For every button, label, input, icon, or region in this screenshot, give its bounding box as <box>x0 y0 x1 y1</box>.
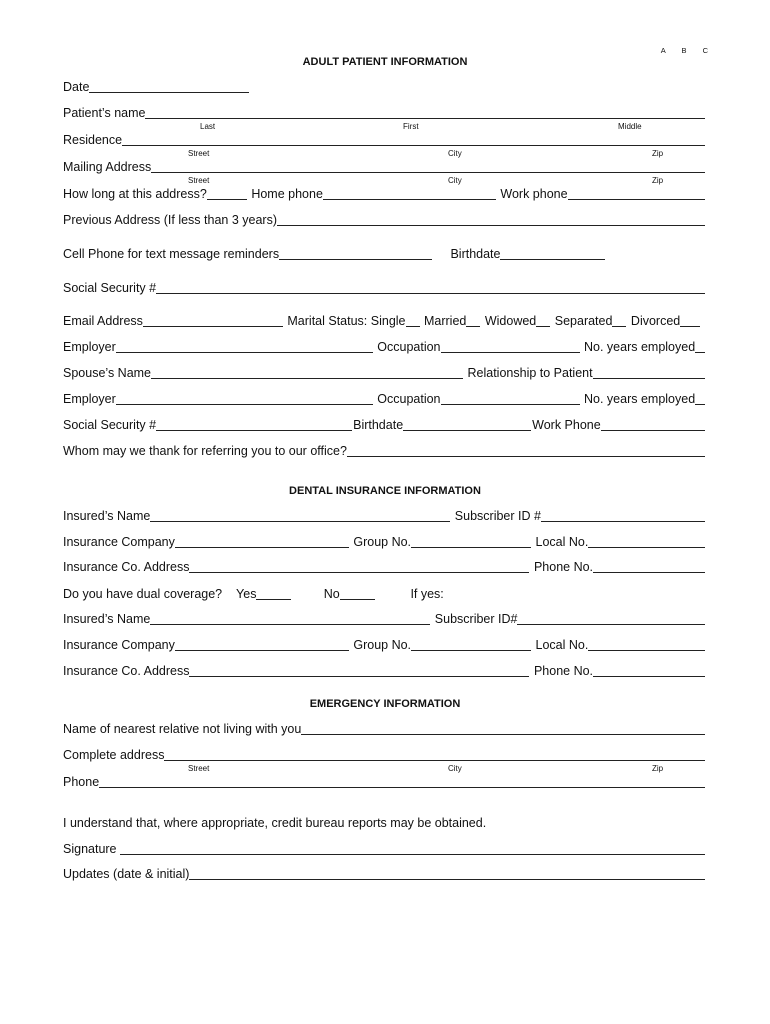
divorced-checkbox[interactable] <box>680 315 700 327</box>
previous-address-field[interactable] <box>277 214 705 226</box>
residence-part-zip: Zip <box>652 149 664 158</box>
occupation-field[interactable] <box>441 341 580 353</box>
phone-no-2-field[interactable] <box>593 665 705 677</box>
insurance-company-2-row <box>63 638 706 652</box>
separated-label: Separated <box>554 314 613 328</box>
residence-field[interactable] <box>122 134 705 146</box>
complete-address-field[interactable] <box>164 749 705 761</box>
spouse-occupation-label: Occupation <box>377 392 441 406</box>
separated-checkbox[interactable] <box>612 315 626 327</box>
spouse-employer-label: Employer <box>63 392 116 406</box>
relationship-label: Relationship to Patient <box>467 366 593 380</box>
insured-name-label: Insured’s Name <box>63 509 151 523</box>
patient-name-label: Patient’s name <box>63 106 146 120</box>
spouse-birthdate-field[interactable] <box>403 419 531 431</box>
insurance-company-field[interactable] <box>175 536 349 548</box>
insurance-company-2-label: Insurance Company <box>63 638 175 652</box>
signature-field[interactable] <box>120 843 705 855</box>
work-phone-field[interactable] <box>568 188 705 200</box>
patient-name-row <box>63 106 706 120</box>
dual-coverage-yes[interactable] <box>256 588 291 600</box>
insurance-address-2-label: Insurance Co. Address <box>63 664 190 678</box>
widowed-label: Widowed <box>484 314 537 328</box>
previous-address-label: Previous Address (If less than 3 years) <box>63 213 277 227</box>
how-long-field[interactable] <box>207 188 247 200</box>
if-yes-label: If yes: <box>410 587 444 601</box>
mailing-part-street: Street <box>188 176 210 185</box>
updates-row <box>63 867 706 881</box>
patient-name-field[interactable] <box>145 107 705 119</box>
insured-name-field[interactable] <box>150 510 450 522</box>
emergency-heading: EMERGENCY INFORMATION <box>309 698 461 710</box>
local-no-field[interactable] <box>588 536 705 548</box>
dual-coverage-label: Do you have dual coverage? <box>63 587 223 601</box>
spouse-name-field[interactable] <box>151 367 463 379</box>
referral-field[interactable] <box>347 445 705 457</box>
spouse-years-employed-label: No. years employed <box>584 392 696 406</box>
nearest-relative-row <box>63 722 706 736</box>
insurance-address-2-field[interactable] <box>189 665 529 677</box>
corner-letter-c: C <box>702 46 708 55</box>
complete-address-label: Complete address <box>63 748 165 762</box>
corner-letters <box>647 46 708 55</box>
updates-field[interactable] <box>189 868 705 880</box>
spouse-ssn-row <box>63 418 706 432</box>
spouse-work-phone-field[interactable] <box>601 419 705 431</box>
subscriber-id-field[interactable] <box>541 510 705 522</box>
page-title: ADULT PATIENT INFORMATION <box>302 56 468 68</box>
insurance-company-2-field[interactable] <box>175 639 349 651</box>
date-label: Date <box>63 80 90 94</box>
spouse-employer-field[interactable] <box>116 393 373 405</box>
group-no-field[interactable] <box>411 536 531 548</box>
credit-statement: I understand that, where appropriate, credit bureau reports may be obtained. <box>63 816 487 830</box>
home-phone-label: Home phone <box>251 187 323 201</box>
phones-row <box>63 187 706 201</box>
spouse-work-phone-label: Work Phone <box>532 418 601 432</box>
spouse-employer-row <box>63 392 706 406</box>
referral-label: Whom may we thank for referring you to our office? <box>63 444 347 458</box>
local-no-2-field[interactable] <box>588 639 705 651</box>
group-no-2-label: Group No. <box>353 638 412 652</box>
insurance-address-label: Insurance Co. Address <box>63 560 190 574</box>
updates-label: Updates (date & initial) <box>63 867 190 881</box>
how-long-label: How long at this address? <box>63 187 207 201</box>
nearest-relative-label: Name of nearest relative not living with you <box>63 722 302 736</box>
emergency-phone-row <box>63 775 706 789</box>
marital-status-label: Marital Status: Single <box>287 314 406 328</box>
complete-address-row <box>63 748 706 762</box>
name-part-first: First <box>403 122 419 131</box>
home-phone-field[interactable] <box>323 188 496 200</box>
mailing-part-zip: Zip <box>652 176 664 185</box>
credit-statement-row <box>63 816 706 830</box>
dental-insurance-heading: DENTAL INSURANCE INFORMATION <box>289 485 481 497</box>
emergency-part-street: Street <box>188 764 210 773</box>
referral-row <box>63 444 706 458</box>
married-checkbox[interactable] <box>466 315 480 327</box>
mailing-part-city: City <box>448 176 462 185</box>
birthdate-label: Birthdate <box>450 247 501 261</box>
spouse-birthdate-label: Birthdate <box>353 418 404 432</box>
insurance-company-label: Insurance Company <box>63 535 175 549</box>
dual-coverage-no[interactable] <box>340 588 375 600</box>
spouse-ssn-field[interactable] <box>156 419 352 431</box>
previous-address-row <box>63 213 706 227</box>
emergency-phone-field[interactable] <box>99 776 705 788</box>
residence-part-street: Street <box>188 149 210 158</box>
yes-label: Yes <box>236 587 257 601</box>
ssn-row <box>63 281 706 295</box>
divorced-label: Divorced <box>630 314 681 328</box>
group-no-2-field[interactable] <box>411 639 531 651</box>
subscriber-id-label: Subscriber ID # <box>454 509 541 523</box>
cell-phone-label: Cell Phone for text message reminders <box>63 247 280 261</box>
nearest-relative-field[interactable] <box>301 723 705 735</box>
signature-label: Signature <box>63 842 117 856</box>
years-employed-label: No. years employed <box>584 340 696 354</box>
cell-phone-row <box>63 247 706 261</box>
email-marital-row <box>63 314 706 328</box>
residence-row <box>63 133 706 147</box>
insurance-address-field[interactable] <box>189 561 529 573</box>
email-field[interactable] <box>143 315 283 327</box>
single-checkbox[interactable] <box>406 315 420 327</box>
emergency-part-zip: Zip <box>652 764 664 773</box>
mailing-address-field[interactable] <box>151 161 705 173</box>
phone-no-label: Phone No. <box>533 560 594 574</box>
emergency-part-city: City <box>448 764 462 773</box>
email-label: Email Address <box>63 314 143 328</box>
insured-name-row <box>63 509 706 523</box>
name-part-middle: Middle <box>618 122 642 131</box>
group-no-label: Group No. <box>353 535 412 549</box>
signature-row <box>63 842 706 856</box>
local-no-2-label: Local No. <box>535 638 589 652</box>
subscriber-id-2-label: Subscriber ID# <box>434 612 518 626</box>
local-no-label: Local No. <box>535 535 589 549</box>
emergency-phone-label: Phone <box>63 775 100 789</box>
mailing-address-label: Mailing Address <box>63 160 152 174</box>
employer-label: Employer <box>63 340 116 354</box>
insurance-address-2-row <box>63 664 706 678</box>
residence-part-city: City <box>448 149 462 158</box>
cell-phone-field[interactable] <box>279 248 432 260</box>
ssn-field[interactable] <box>156 282 705 294</box>
insurance-address-row <box>63 560 706 574</box>
subscriber-id-2-field[interactable] <box>517 613 705 625</box>
corner-letter-a: A <box>660 46 666 55</box>
dual-coverage-row <box>63 587 706 601</box>
years-employed-field[interactable] <box>695 341 705 353</box>
work-phone-label: Work phone <box>500 187 568 201</box>
spouse-row <box>63 366 706 380</box>
widowed-checkbox[interactable] <box>536 315 550 327</box>
employer-row <box>63 340 706 354</box>
spouse-ssn-label: Social Security # <box>63 418 157 432</box>
phone-no-2-label: Phone No. <box>533 664 594 678</box>
insured-name-2-row <box>63 612 706 626</box>
spouse-occupation-field[interactable] <box>441 393 580 405</box>
insurance-company-row <box>63 535 706 549</box>
corner-letter-b: B <box>681 46 687 55</box>
spouse-years-employed-field[interactable] <box>695 393 705 405</box>
employer-field[interactable] <box>116 341 373 353</box>
no-label: No <box>323 587 340 601</box>
name-part-last: Last <box>200 122 216 131</box>
insured-name-2-field[interactable] <box>150 613 430 625</box>
insured-name-2-label: Insured’s Name <box>63 612 151 626</box>
date-field[interactable] <box>89 81 249 93</box>
spouse-name-label: Spouse’s Name <box>63 366 152 380</box>
birthdate-field[interactable] <box>500 248 605 260</box>
married-label: Married <box>423 314 467 328</box>
relationship-field[interactable] <box>593 367 705 379</box>
phone-no-field[interactable] <box>593 561 705 573</box>
mailing-address-row <box>63 160 706 174</box>
date-row <box>63 80 706 94</box>
occupation-label: Occupation <box>377 340 441 354</box>
residence-label: Residence <box>63 133 123 147</box>
ssn-label: Social Security # <box>63 281 157 295</box>
